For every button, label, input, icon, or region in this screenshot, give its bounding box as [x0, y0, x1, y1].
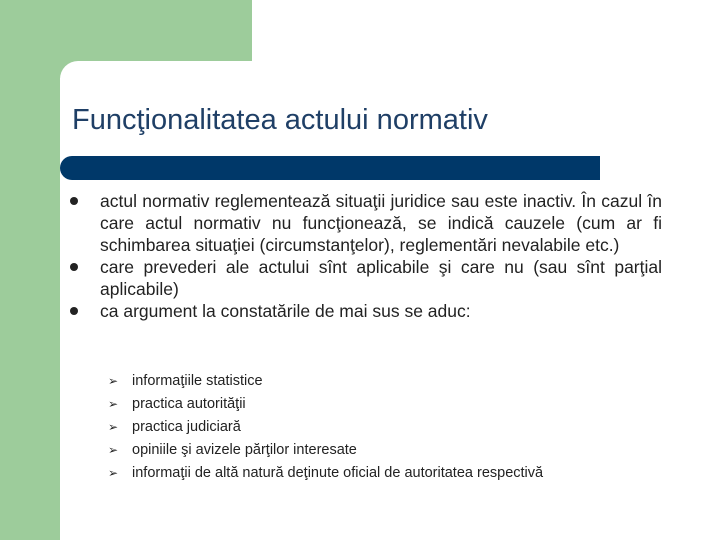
arrowhead-icon: ➢ — [108, 443, 119, 457]
sub-bullet-text: practica autorităţii — [132, 396, 246, 412]
bullet-dot-icon — [70, 197, 78, 205]
bullet-text: ca argument la constatările de mai sus se aduc: — [100, 301, 471, 321]
bullet-dot-icon — [70, 263, 78, 271]
arrowhead-icon: ➢ — [108, 420, 119, 434]
arrowhead-icon: ➢ — [108, 397, 119, 411]
sub-bullet-list — [108, 370, 668, 485]
sub-bullet-text: informaţii de altă natură deţinute oficial de autoritatea respectivă — [132, 465, 544, 481]
bullet-list — [70, 190, 662, 322]
sub-bullet-text: informaţiile statistice — [132, 373, 263, 389]
decor-green-left — [0, 0, 60, 540]
arrowhead-icon: ➢ — [108, 466, 119, 480]
arrowhead-icon: ➢ — [108, 374, 119, 388]
sub-bullet-item — [108, 416, 668, 439]
sub-bullet-text: opiniile şi avizele părţilor interesate — [132, 442, 357, 458]
sub-bullet-item — [108, 393, 668, 416]
sub-bullet-item — [108, 370, 668, 393]
bullet-text: care prevederi ale actului sînt aplicabile şi care nu (sau sînt parţial aplicabile) — [100, 257, 662, 299]
slide-title: Funcţionalitatea actului normativ — [72, 104, 488, 136]
sub-bullet-item — [108, 439, 668, 462]
bullet-item — [70, 256, 662, 300]
title-underline-bar — [60, 156, 600, 180]
bullet-item — [70, 190, 662, 256]
sub-bullet-item — [108, 462, 668, 485]
sub-bullet-text: practica judiciară — [132, 419, 241, 435]
bullet-item — [70, 300, 662, 322]
bullet-dot-icon — [70, 307, 78, 315]
bullet-text: actul normativ reglementează situaţii juridice sau este inactiv. În cazul în care actul normativ nu funcţionează, se indică cauzele (cum ar fi schimbarea situaţiei (circumstanţelor), reglementări nevalabile etc.) — [100, 191, 662, 255]
